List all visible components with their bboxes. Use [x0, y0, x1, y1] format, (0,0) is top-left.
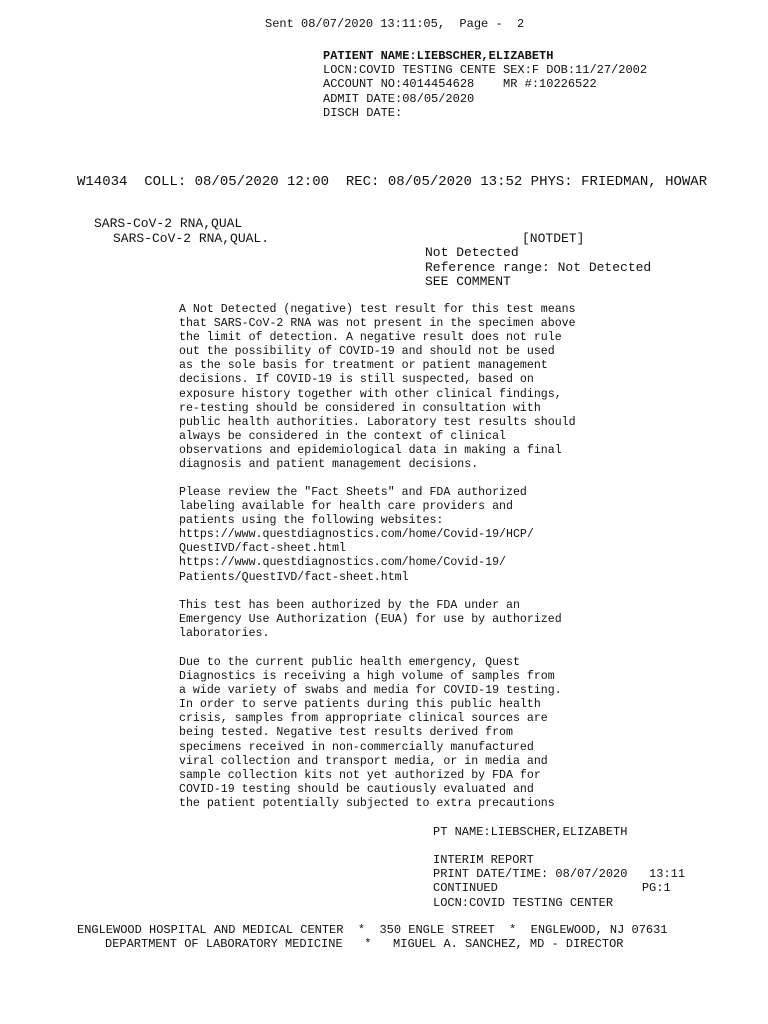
comment-line: re-testing should be considered in consultation with	[179, 401, 541, 415]
comment-line: crisis, samples from appropriate clinical sources are	[179, 712, 548, 726]
see-comment: SEE COMMENT	[425, 274, 511, 289]
comment-line: specimens received in non-commercially manufactured	[179, 740, 534, 754]
admit-date: ADMIT DATE:08/05/2020	[323, 91, 475, 106]
print-date-time: PRINT DATE/TIME: 08/07/2020 13:11	[433, 867, 686, 882]
comment-url-line: Patients/QuestIVD/fact-sheet.html	[179, 570, 409, 584]
comment-line: Please review the "Fact Sheets" and FDA authorized	[179, 486, 527, 499]
test-name: SARS-CoV-2 RNA,QUAL.	[113, 231, 270, 246]
patient-header	[323, 49, 647, 120]
fax-header: Sent 08/07/2020 13:11:05, Page - 2	[265, 17, 525, 31]
patient-name: PATIENT NAME:LIEBSCHER,ELIZABETH	[323, 49, 554, 63]
comment-line: exposure history together with other clinical findings,	[179, 387, 562, 401]
collection-line: W14034 COLL: 08/05/2020 12:00 REC: 08/05/2020 13:52 PHYS: FRIEDMAN, HOWAR	[77, 174, 708, 190]
footer-patient-name: PT NAME:LIEBSCHER,ELIZABETH	[433, 825, 628, 839]
comment-line: sample collection kits not yet authorized by FDA for	[179, 768, 541, 782]
comment-line: Diagnostics is receiving a high volume of samples from	[179, 670, 555, 684]
comment-paragraph-public-health	[179, 656, 599, 811]
comment-line: as the sole basis for treatment or patient management	[179, 359, 548, 373]
comment-line: a wide variety of swabs and media for COVID-19 testing.	[179, 684, 562, 698]
comment-line: the patient potentially subjected to extra precautions	[179, 796, 555, 810]
comment-url-line: QuestIVD/fact-sheet.html	[179, 542, 346, 556]
discharge-date: DISCH DATE:	[323, 105, 403, 120]
comment-line: being tested. Negative test results derived from	[179, 726, 513, 740]
comment-line: Due to the current public health emergency, Quest	[179, 656, 520, 669]
comment-url-line: https://www.questdiagnostics.com/home/Covid-19/HCP/	[179, 528, 534, 542]
comment-line: always be considered in the context of clinical	[179, 429, 506, 443]
department-director: DEPARTMENT OF LABORATORY MEDICINE * MIGUEL A. SANCHEZ, MD - DIRECTOR	[105, 937, 624, 951]
comment-line: the limit of detection. A negative result does not rule	[179, 331, 562, 345]
comment-line: A Not Detected (negative) test result for this test means	[179, 303, 576, 316]
comment-line: This test has been authorized by the FDA under an	[179, 599, 520, 612]
comment-paragraph-eua	[179, 599, 599, 641]
comment-line: decisions. If COVID-19 is still suspected, based on	[179, 373, 534, 387]
report-status-block	[433, 853, 685, 910]
comment-url-line: https://www.questdiagnostics.com/home/Covid-19/	[179, 556, 506, 570]
comment-line: public health authorities. Laboratory test results should	[179, 415, 576, 429]
comment-paragraph-fact-sheets	[179, 486, 599, 585]
comment-line: laboratories.	[179, 627, 270, 641]
comment-line: diagnosis and patient management decisions.	[179, 458, 479, 472]
report-location: LOCN:COVID TESTING CENTER	[433, 895, 614, 910]
comment-line: patients using the following websites:	[179, 514, 444, 528]
continued-page: CONTINUED PG:1	[433, 881, 671, 896]
comment-paragraph-negative-result	[179, 303, 599, 472]
result-value: Not Detected	[425, 245, 519, 260]
comment-line: COVID-19 testing should be cautiously evaluated and	[179, 782, 534, 796]
comment-line: observations and epidemiological data in making a final	[179, 443, 562, 457]
comment-line: viral collection and transport media, or in media and	[179, 754, 548, 768]
comment-line: Emergency Use Authorization (EUA) for use by authorized	[179, 613, 562, 627]
patient-location: LOCN:COVID TESTING CENTE SEX:F DOB:11/27/2002	[323, 63, 648, 78]
comment-line: labeling available for health care providers and	[179, 500, 513, 514]
comment-line: In order to serve patients during this public health	[179, 698, 541, 712]
result-code: [NOTDET]	[522, 231, 585, 246]
account-number: ACCOUNT NO:4014454628 MR #:10226522	[323, 77, 597, 92]
comment-line: out the possibility of COVID-19 and should not be used	[179, 345, 555, 359]
comment-line: that SARS-CoV-2 RNA was not present in the specimen above	[179, 317, 576, 331]
report-type: INTERIM REPORT	[433, 853, 534, 867]
reference-range: Reference range: Not Detected	[425, 260, 652, 275]
test-panel-name: SARS-CoV-2 RNA,QUAL	[94, 216, 243, 231]
institution-address: ENGLEWOOD HOSPITAL AND MEDICAL CENTER * 350 ENGLE STREET * ENGLEWOOD, NJ 07631	[77, 923, 668, 937]
